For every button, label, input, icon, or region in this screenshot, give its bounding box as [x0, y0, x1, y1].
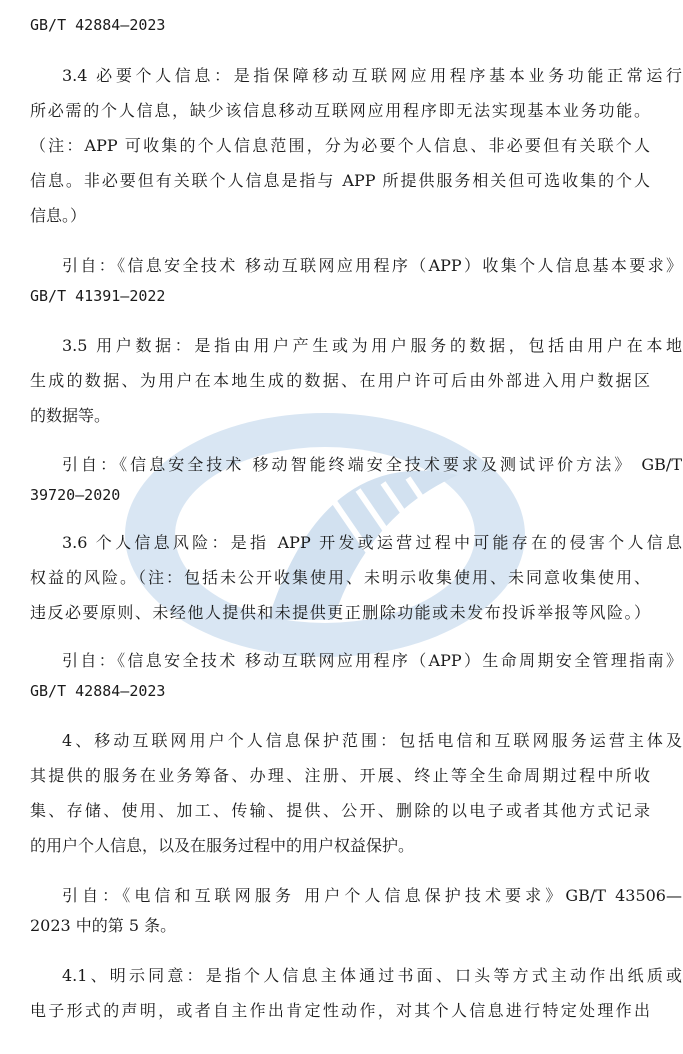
text-line: GB/T 42884—2023 [30, 682, 166, 700]
text-line: 集、存储、使用、加工、传输、提供、公开、删除的以电子或者其他方式记录 [30, 801, 650, 820]
page-header-standard-code: GB/T 42884—2023 [30, 16, 166, 34]
text-line: 信息。非必要但有关联个人信息是指与 APP 所提供服务相关但可选收集的个人 [30, 171, 650, 190]
text-line: 引自：《电信和互联网服务 用户个人信息保护技术要求》GB/T 43506— [62, 886, 682, 905]
text-line: 3.6 个人信息风险：是指 APP 开发或运营过程中可能存在的侵害个人信息 [62, 533, 682, 552]
text-line: 的用户个人信息，以及在服务过程中的用户权益保护。 [30, 836, 415, 855]
text-line: （注：APP 可收集的个人信息范围，分为必要个人信息、非必要但有关联个人 [30, 136, 650, 155]
text-line: 电子形式的声明，或者自主作出肯定性动作，对其个人信息进行特定处理作出 [30, 1001, 650, 1020]
text-line: 引自：《信息安全技术 移动互联网应用程序（APP）生命周期安全管理指南》 [62, 651, 682, 670]
text-line: GB/T 41391—2022 [30, 287, 166, 305]
text-line: 生成的数据、为用户在本地生成的数据、在用户许可后由外部进入用户数据区 [30, 371, 650, 390]
text-line: 3.5 用户数据：是指由用户产生或为用户服务的数据，包括由用户在本地 [62, 336, 682, 355]
text-line: 4.1、明示同意：是指个人信息主体通过书面、口头等方式主动作出纸质或 [62, 966, 682, 985]
text-line: 4、移动互联网用户个人信息保护范围：包括电信和互联网服务运营主体及 [62, 731, 682, 750]
text-line: 的数据等。 [30, 406, 111, 425]
text-line: 39720—2020 [30, 486, 121, 504]
text-line: 3.4 必要个人信息：是指保障移动互联网应用程序基本业务功能正常运行 [62, 66, 682, 85]
text-line: 所必需的个人信息，缺少该信息移动互联网应用程序即无法实现基本业务功能。 [30, 101, 650, 120]
text-line: 引自：《信息安全技术 移动互联网应用程序（APP）收集个人信息基本要求》 [62, 256, 682, 275]
text-line: 2023 中的第 5 条。 [30, 916, 177, 935]
text-line: 信息。） [30, 206, 87, 225]
text-line: 违反必要原则、未经他人提供和未提供更正删除功能或未发布投诉举报等风险。） [30, 603, 650, 622]
text-line: 其提供的服务在业务筹备、办理、注册、开展、终止等全生命周期过程中所收 [30, 766, 650, 785]
text-line: 权益的风险。（注：包括未公开收集使用、未明示收集使用、未同意收集使用、 [30, 568, 650, 587]
text-line: 引自：《信息安全技术 移动智能终端安全技术要求及测试评价方法》 GB/T [62, 455, 682, 474]
